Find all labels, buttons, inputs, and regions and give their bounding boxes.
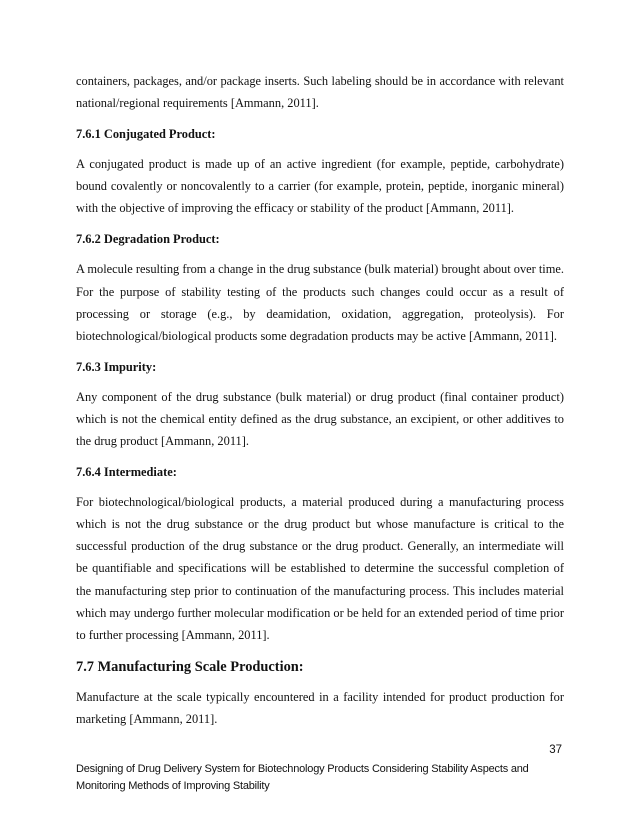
page-number: 37: [549, 744, 562, 756]
page-footer: [76, 761, 556, 795]
intro-paragraph: containers, packages, and/or package inserts. Such labeling should be in accordance with relevant national/regional requirements [Ammann, 2011].: [76, 74, 564, 111]
section-body: A conjugated product is made up of an active ingredient (for example, peptide, carbohydrate) bound covalently or noncovalently to a carrier (for example, protein, peptide, inorganic mineral) with the objective of improving the efficacy or stability of the product [Ammann, 2011].: [76, 157, 564, 216]
section-7-6-1: [76, 124, 564, 219]
section-heading: 7.6.2 Degradation Product:: [76, 232, 220, 247]
footer-line: Designing of Drug Delivery System for Biotechnology Products Considering Stability Aspects and: [76, 763, 529, 775]
section-7-6-4: [76, 462, 564, 646]
section-7-6-3: [76, 357, 564, 452]
section-heading: 7.6.1 Conjugated Product:: [76, 127, 216, 142]
section-body: Manufacture at the scale typically encountered in a facility intended for product production for marketing [Ammann, 2011].: [76, 689, 564, 726]
section-heading: 7.6.3 Impurity:: [76, 359, 157, 374]
page-content: [76, 70, 564, 730]
section-7-6-2: [76, 229, 564, 346]
section-body: Any component of the drug substance (bulk material) or drug product (final container product) which is not the chemical entity defined as the drug substance, an excipient, or other additives to the drug product [Ammann, 2011].: [76, 389, 564, 449]
section-body: For biotechnological/biological products, a material produced during a manufacturing process which is not the drug substance or the drug product but whose manufacture is critical to the successful production of the drug substance or the drug product. Generally, an intermediate will be quantifiable and specifications will be established to determine the successful completion of the manufacturing step prior to continuation of the manufacturing process. This includes material which may undergo further molecular modification or be held for an extended period of time prior to further processing [Ammann, 2011].: [76, 495, 564, 642]
footer-line: Monitoring Methods of Improving Stability: [76, 780, 270, 792]
section-body: A molecule resulting from a change in the drug substance (bulk material) brought about over time. For the purpose of stability testing of the products such changes could occur as a result of processing or storage (e.g., by deamidation, oxidation, aggregation, proteolysis). For biotechnological/biological products some degradation products may be active [Ammann, 2011].: [76, 262, 564, 343]
section-heading-major: 7.7 Manufacturing Scale Production:: [76, 658, 304, 675]
section-7-7: [76, 656, 564, 730]
section-heading: 7.6.4 Intermediate:: [76, 465, 177, 480]
